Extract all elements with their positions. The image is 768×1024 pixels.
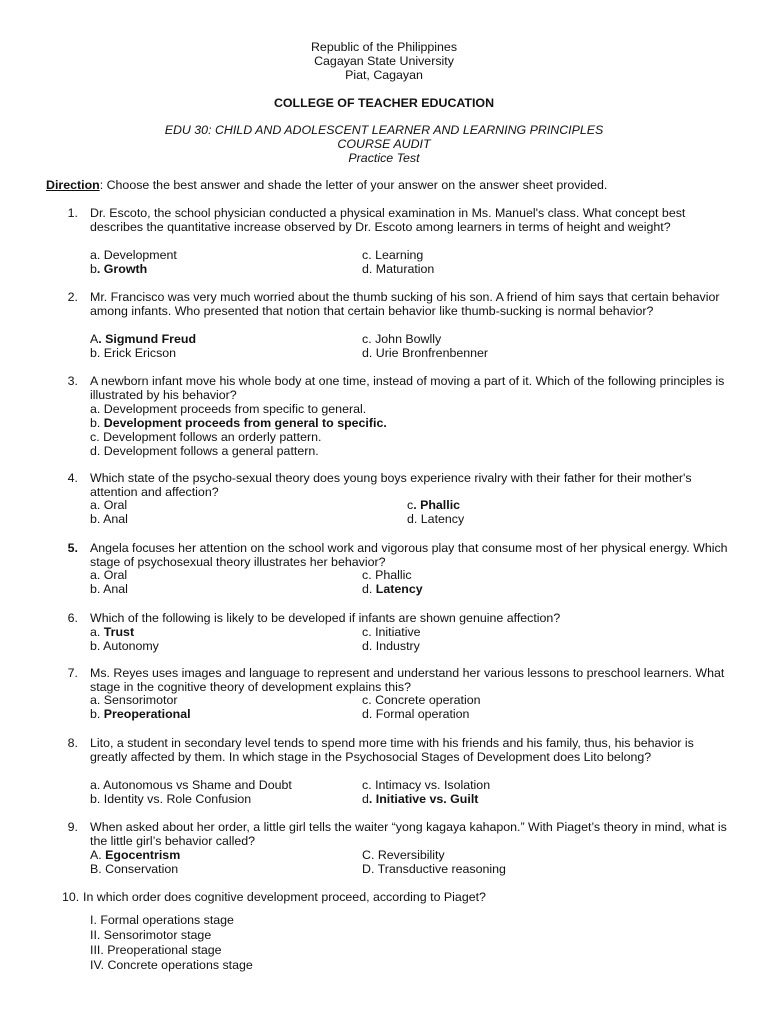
direction xyxy=(46,178,746,192)
practice-test: Practice Test xyxy=(348,151,420,165)
option-b: b. Growth xyxy=(90,262,148,276)
question-number: 8. xyxy=(67,736,78,750)
option-a: a. Trust xyxy=(90,625,135,639)
question-text: A newborn infant move his whole body at one time, instead of moving a part of it. Which of the following principles is illustrated by his behavior? xyxy=(90,374,725,402)
question-number: 4. xyxy=(67,471,78,485)
option-d: D. Transductive reasoning xyxy=(362,862,506,876)
option-b: b. Identity vs. Role Confusion xyxy=(90,792,252,806)
option-c: c. Learning xyxy=(362,248,424,262)
college-title: COLLEGE OF TEACHER EDUCATION xyxy=(273,96,495,110)
option-a: A. Sigmund Freud xyxy=(90,332,197,346)
header-republic: Republic of the Philippines xyxy=(310,40,458,54)
question-text: Angela focuses her attention on the school work and vigorous play that consume most of her physical energy. Which stage of psychosexual theory illustrates her behavior? xyxy=(90,541,728,569)
course-title: EDU 30: CHILD AND ADOLESCENT LEARNER AND LEARNING PRINCIPLES xyxy=(164,123,604,137)
option-a: a. Sensorimotor xyxy=(90,693,178,707)
question-number: 2. xyxy=(67,290,78,304)
question-number: 5. xyxy=(67,541,78,555)
option-d: d. Urie Bronfrenbenner xyxy=(362,346,489,360)
option-a: a. Oral xyxy=(90,568,128,582)
direction-text: : Choose the best answer and shade the letter of your answer on the answer sheet provided. xyxy=(99,178,608,192)
question-number: 6. xyxy=(67,611,78,625)
header-location: Piat, Cagayan xyxy=(345,68,423,82)
option-d: d. Industry xyxy=(362,639,420,653)
option-a: a. Autonomous vs Shame and Doubt xyxy=(90,778,292,792)
stage-item: III. Preoperational stage xyxy=(90,943,222,957)
option-a: A. Egocentrism xyxy=(90,848,181,862)
question-text: When asked about her order, a little girl tells the waiter “yong kagaya kahapon.” With Piaget’s theory in mind, what is the little girl’s behavior called? xyxy=(90,820,727,848)
header-university: Cagayan State University xyxy=(314,54,454,68)
question-number: 1. xyxy=(67,206,78,220)
option-c: c. John Bowlly xyxy=(362,332,442,346)
question-number: 10. xyxy=(62,890,80,904)
option-c: c. Phallic xyxy=(362,568,412,582)
question-text: In which order does cognitive development proceed, according to Piaget? xyxy=(83,890,486,904)
option-c: c. Development follows an orderly pattern. xyxy=(90,430,322,444)
question-text: Dr. Escoto, the school physician conducted a physical examination in Ms. Manuel's class. What concept best describes the quantitative increase observed by Dr. Escoto among learners in terms of height and weight? xyxy=(90,206,686,234)
option-b: b. Preoperational xyxy=(90,707,191,721)
option-b: b. Development proceeds from general to specific. xyxy=(90,416,387,430)
question-number: 7. xyxy=(67,666,78,680)
option-c: c. Phallic xyxy=(407,498,461,512)
option-d: d. Latency xyxy=(362,582,423,596)
option-a: a. Oral xyxy=(90,498,128,512)
option-b: b. Autonomy xyxy=(90,639,159,653)
option-a: a. Development proceeds from specific to general. xyxy=(90,402,367,416)
stage-item: I. Formal operations stage xyxy=(90,913,234,927)
option-b: b. Erick Ericson xyxy=(90,346,177,360)
option-c: c. Intimacy vs. Isolation xyxy=(362,778,491,792)
option-d: d. Latency xyxy=(407,512,465,526)
direction-label: Direction xyxy=(46,178,100,192)
option-d: d. Maturation xyxy=(362,262,435,276)
option-b: b. Anal xyxy=(90,582,128,596)
stage-item: II. Sensorimotor stage xyxy=(90,928,212,942)
option-d: d. Formal operation xyxy=(362,707,470,721)
option-a: a. Development xyxy=(90,248,177,262)
question-number: 9. xyxy=(67,820,78,834)
option-c: c. Initiative xyxy=(362,625,421,639)
option-d: d. Development follows a general pattern. xyxy=(90,444,319,458)
question-text: Which of the following is likely to be developed if infants are shown genuine affection? xyxy=(90,611,561,625)
option-c: c. Concrete operation xyxy=(362,693,481,707)
option-d: d. Initiative vs. Guilt xyxy=(362,792,479,806)
stage-item: IV. Concrete operations stage xyxy=(90,958,253,972)
question-text: Which state of the psycho-sexual theory does young boys experience rivalry with their father for their mother's attention and affection? xyxy=(90,471,692,499)
question-number: 3. xyxy=(67,374,78,388)
option-c: C. Reversibility xyxy=(362,848,445,862)
option-b: b. Anal xyxy=(90,512,128,526)
option-b: B. Conservation xyxy=(90,862,179,876)
question-text: Ms. Reyes uses images and language to represent and understand her various lessons to preschool learners. What stage in the cognitive theory of development explains this? xyxy=(90,666,725,694)
course-audit: COURSE AUDIT xyxy=(337,137,431,151)
question-text: Mr. Francisco was very much worried about the thumb sucking of his son. A friend of him says that certain behavior among infants. Who presented that notion that certain behavior like thumb-sucking is normal behavior? xyxy=(90,290,720,318)
question-text: Lito, a student in secondary level tends to spend more time with his friends and his family, thus, his behavior is greatly affected by them. In which stage in the Psychosocial Stages of Development does Lito belong? xyxy=(90,736,694,764)
